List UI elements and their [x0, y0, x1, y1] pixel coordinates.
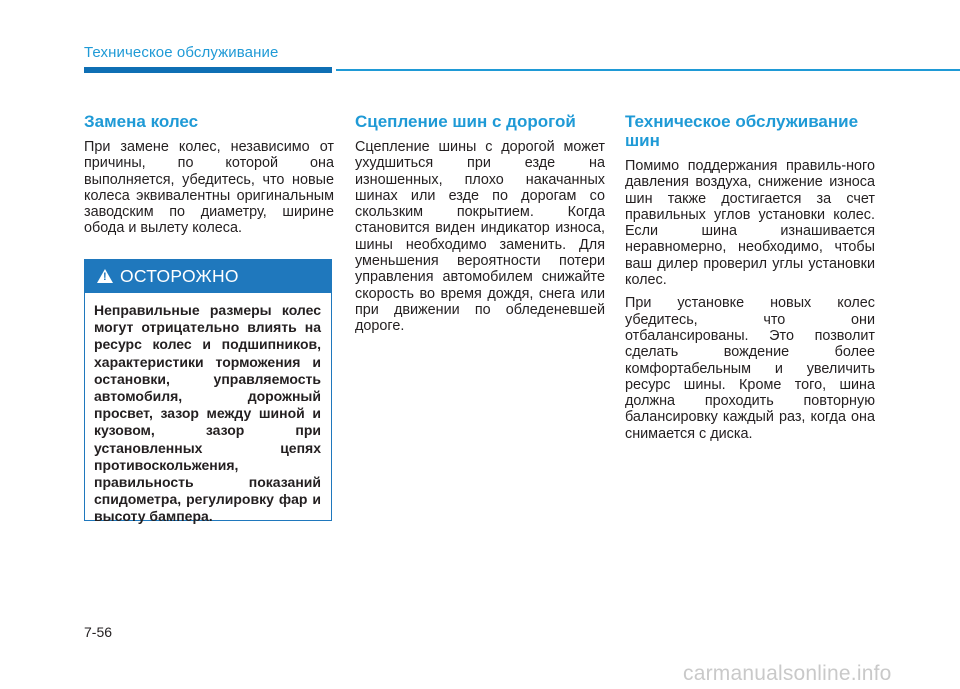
warning-triangle-icon [97, 269, 113, 283]
paragraph-wheel-replacement: При замене колес, независимо от причины, по которой она выполняется, убедитесь, что новые колеса эквивалентны оригинальным заводским по диаметру, ширине обода и вылету колеса. [84, 139, 334, 237]
paragraph-tire-maintenance-2: При установке новых колес убедитесь, что они отбалансированы. Это позволит сделать вождение более комфортабельным и увеличить ресурс шины. Кроме того, шина должна проходить повторную балансировку каждый раз, когда она снимается с диска. [625, 295, 875, 442]
watermark: carmanualsonline.info [683, 662, 892, 685]
paragraph-tire-traction: Сцепление шины с дорогой может ухудшиться при езде на изношенных, плохо накачанных шинах или езде по дорогам со скользким покрытием. Когда становится виден индикатор износа, шины необходимо заменить. Для уменьшения вероятности потери управления автомобилем снижайте скорость во время дождя, снега или при движении по обледеневшей дороге. [355, 139, 605, 335]
warning-text: Неправильные размеры колес могут отрицательно влиять на ресурс колес и подшипников, характеристики торможения и остановки, управляемость автомобиля, дорожный просвет, зазор между шиной и кузовом, зазор при установленных цепях противоскольжения, правильность показаний спидометра, регулировку фар и высоту бампера. [94, 302, 321, 525]
warning-title: ОСТОРОЖНО [120, 266, 239, 286]
paragraph-tire-maintenance-1: Помимо поддержания правиль-ного давления воздуха, снижение износа шин также достигается за счет правильных углов установки колес. Если шина изнашивается неравномерно, необходимо, чтобы ваш дилер проверил углы установки колес. [625, 158, 875, 289]
heading-tire-maintenance: Техническое обслуживание шин [625, 112, 859, 150]
heading-tire-traction: Сцепление шин с дорогой [355, 112, 576, 131]
header-bar-light [336, 69, 960, 71]
column-tire-maintenance [625, 112, 875, 449]
column-wheel-replacement [84, 112, 334, 244]
warning-box [84, 259, 332, 525]
column-tire-traction [355, 112, 605, 342]
section-header-title: Техническое обслуживание [84, 44, 279, 61]
heading-wheel-replacement: Замена колес [84, 112, 199, 131]
page-number: 7-56 [84, 624, 113, 640]
warning-header [85, 260, 331, 293]
header-bar-dark [84, 67, 332, 73]
